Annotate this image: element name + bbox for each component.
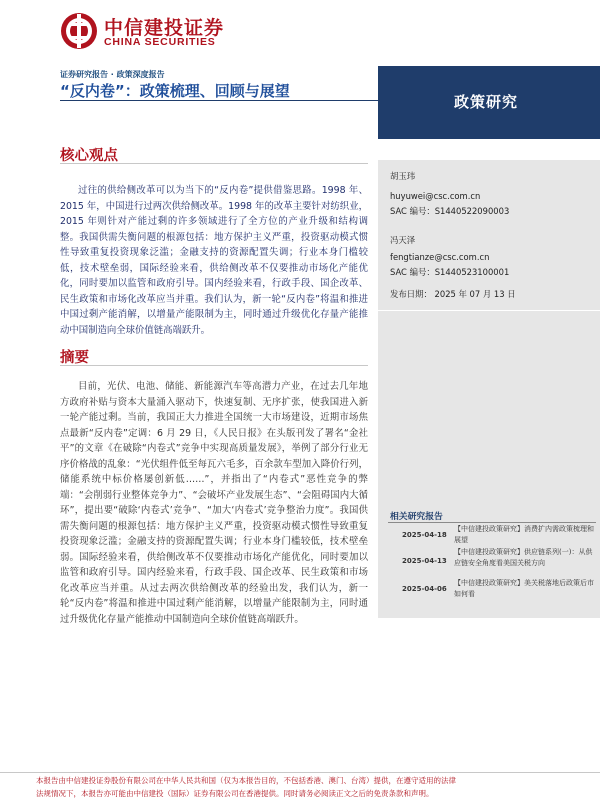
related-report-date: 2025-04-18 — [402, 531, 447, 539]
core-view-divider — [60, 163, 368, 164]
related-report-date: 2025-04-06 — [402, 585, 447, 593]
core-view-paragraph: 过往的供给侧改革可以为当下的“反内卷”提供借鉴思路。1998 年、2015 年，中国进行过两次供给侧改革。1998 年的改革主要针对纺织业，2015 年则针对产能过剩的许多领域进行了全方位的产业升级和结构调整。我国供需失衡问题的根源包括：地方保护主义严重，投资驱动模式惯性导致重复投资现象泛滥；金融支持的资源配置失调；行业本身门槛较低，技术壁垒弱，国际经验来看，供给侧改革不仅要推动市场化产能优化，同时要加以监管和政府引导。国内经验来看，行政手段、国企改革、民生政策和市场化改革应当并重。我们认为，新一轮“反内卷”将温和推进中国过剩产能消解，以增量产能限制为主，同时通过升级优化存量产能推动中国制造向全球价值链高端跃升。 — [60, 185, 368, 336]
related-report-title[interactable]: 【中信建投政策研究】美关税落地后政策后市如何看 — [454, 579, 594, 598]
related-reports-heading: 相关研究报告 — [390, 512, 443, 522]
related-report-date: 2025-04-13 — [402, 557, 447, 565]
analyst-sac: SAC 编号：S1440522090003 — [390, 206, 510, 216]
summary-heading: 摘要 — [60, 350, 89, 366]
summary-paragraph: 目前，光伏、电池、储能、新能源汽车等高潜力产业，在过去几年地方政府补贴与资本大量涌入驱动下，快速复制、无序扩张，使我国进入新一轮产能过剩。当前，我国正大力推进全国统一大市场建设，近期市场焦点最新“反内卷”定调：6 月 29 日，《人民日报》在头版刊发了署名“金社平”的文章《在破除“内卷式”竞争中实现高质量发展》，举例了部分行业无序价格战的乱象：“光伏组件低至每瓦六毛多，百余款车型加入降价行列，储能系统中标价格屡创新低……”，并指出了“内卷式”恶性竞争的弊端：“会削弱行业整体竞争力”、“会破坏产业发展生态”、“会阻碍国内大循环”，提出要“破除‘内卷式’竞争”、“加大‘内卷式’竞争整治力度”。我国供需失衡问题的根源包括：地方保护主义严重，投资驱动模式惯性导致重复投资现象泛滥；金融支持的资源配置失调；行业本身门槛较低，技术壁垒弱。国际经验来看，供给侧改革不仅要推动市场化产能优化，同时要加以监管和政府引导。国内经验来看，行政手段、国企改革、民生政策和市场化改革应当并重。从过去两次供给侧改革的经验出发，我们认为，新一轮“反内卷”将温和推进中国过剩产能消解，以增量产能限制为主，同时通过升级优化存量产能推动中国制造向全球价值链高端跃升。 — [60, 381, 368, 625]
analyst-sac: SAC 编号：S1440523100001 — [390, 267, 510, 277]
disclaimer-line: 法规情况下，本报告亦可能由中信建投（国际）证券有限公司在香港提供。同时请务必阅读正文之后的免责条款和声明。 — [36, 788, 434, 798]
report-title: “反内卷”：政策梳理、回顾与展望 — [60, 82, 290, 100]
disclaimer — [36, 775, 600, 800]
logo-text-en: CHINA SECURITIES — [104, 36, 216, 48]
disclaimer-line: 本报告由中信建投证券股份有限公司在中华人民共和国（仅为本报告目的，不包括香港、澳门、台湾）提供，在遵守适用的法律 — [36, 776, 456, 785]
logo-text-cn: 中信建投证券 — [104, 17, 225, 39]
related-report-item[interactable] — [390, 524, 600, 548]
analyst-email[interactable]: fengtianze@csc.com.cn — [390, 252, 490, 262]
summary-divider — [60, 365, 368, 366]
related-report-title[interactable]: 【中信建投政策研究】供应链系列(一)：从供应链安全角度看美国关税方向 — [454, 548, 593, 567]
sidebar-spacer — [378, 311, 600, 500]
publish-date: 发布日期： 2025 年 07 月 13 日 — [390, 289, 516, 299]
disclaimer-divider — [0, 772, 600, 773]
related-report-item[interactable] — [390, 547, 600, 577]
analyst-name: 冯天泽 — [390, 235, 416, 245]
company-logo — [60, 10, 225, 52]
related-report-title[interactable]: 【中信建投政策研究】消费扩内需政策梳理和展望 — [454, 525, 594, 544]
header-divider — [60, 100, 378, 101]
report-series: 证券研究报告 · 政策深度报告 — [60, 70, 165, 79]
logo-emblem-icon — [60, 12, 98, 50]
related-reports-divider — [388, 522, 596, 523]
analyst-panel — [378, 160, 600, 310]
analyst-name: 胡玉玮 — [390, 171, 416, 181]
core-view-heading: 核心观点 — [60, 148, 118, 164]
category-label: 政策研究 — [454, 93, 519, 111]
category-banner — [378, 66, 600, 139]
analyst-email[interactable]: huyuwei@csc.com.cn — [390, 191, 481, 201]
related-report-item[interactable] — [390, 578, 600, 602]
